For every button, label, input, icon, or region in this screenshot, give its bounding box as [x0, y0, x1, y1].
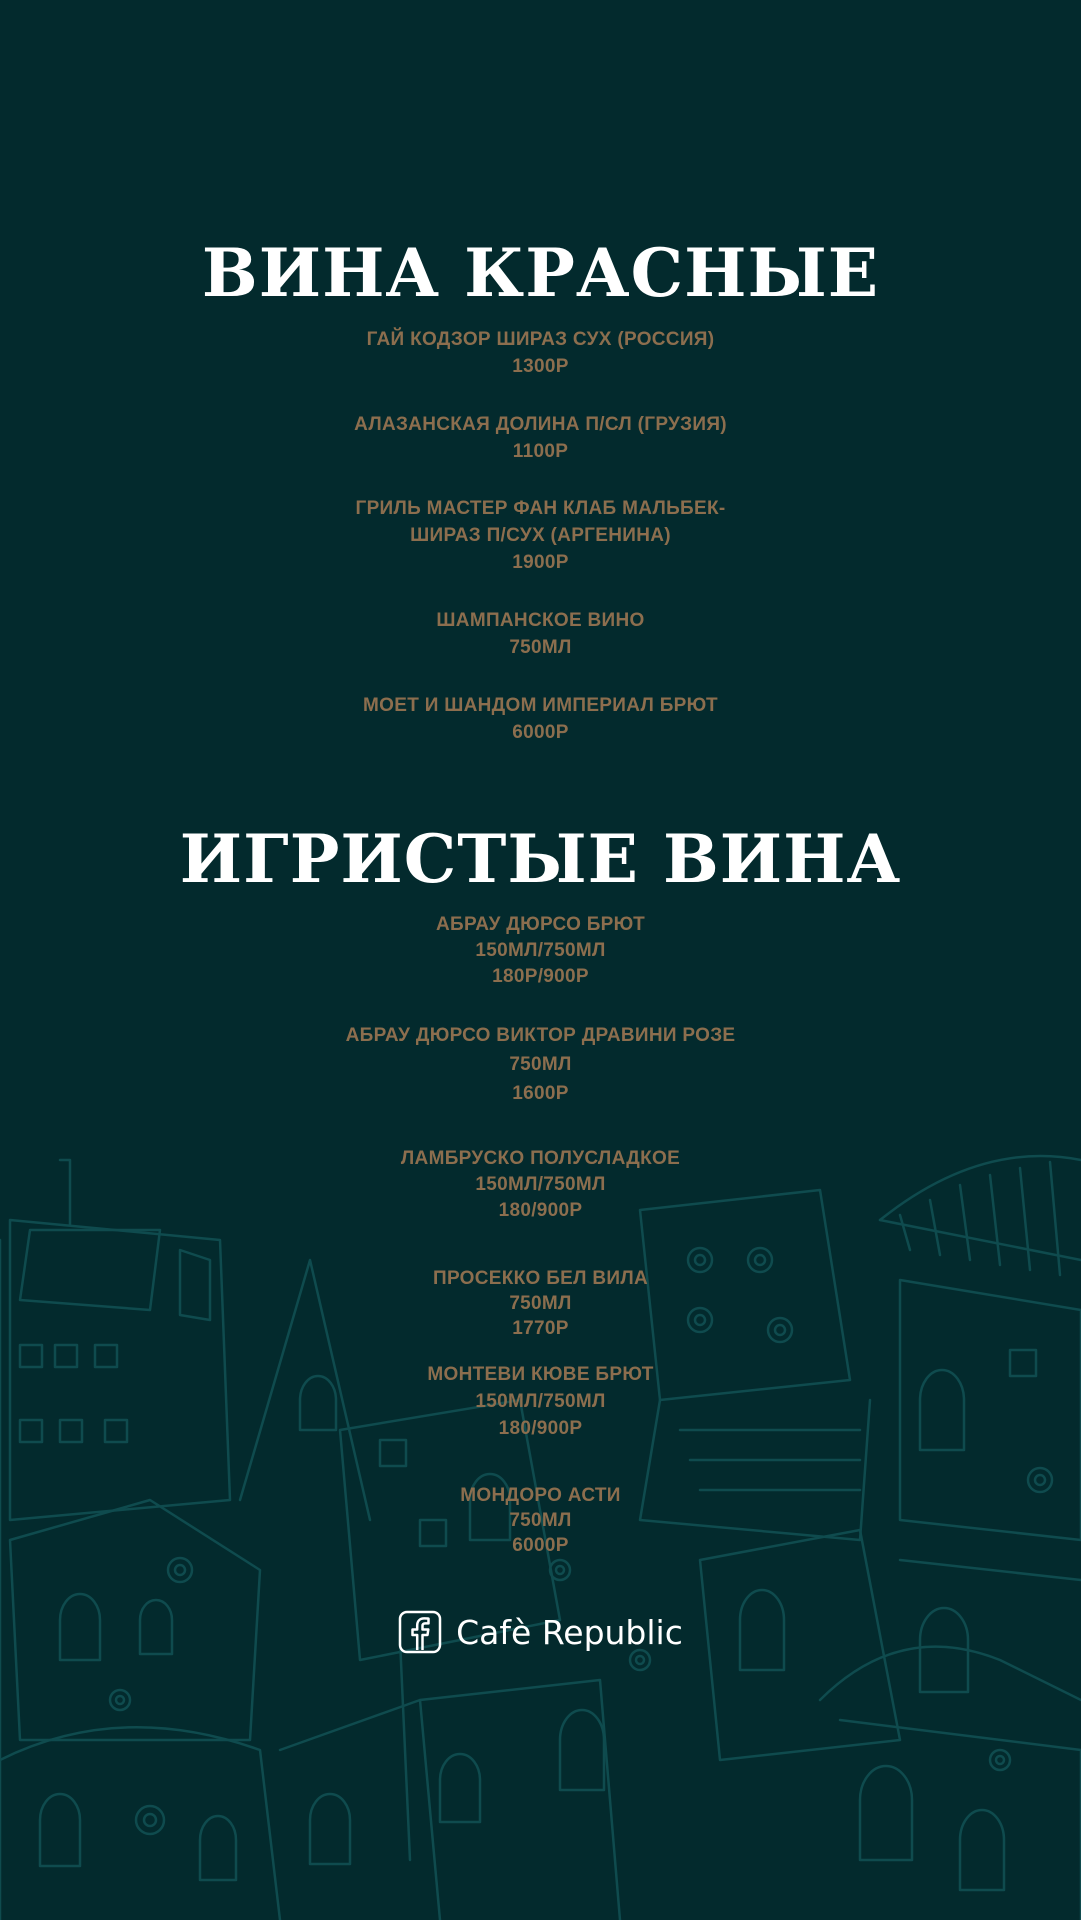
item-name: АБРАУ ДЮРСО ВИКТОР ДРАВИНИ РОЗЕ [345, 1025, 736, 1046]
item-volume: 150МЛ/750МЛ [475, 940, 606, 961]
item-price: 6000Р [512, 1535, 569, 1556]
item-price: 1300Р [512, 356, 569, 377]
item-volume: 750МЛ [509, 1510, 572, 1531]
section-title-sparkling-wines: ИГРИСТЫЕ ВИНА [179, 820, 902, 898]
item-price: 180/900Р [498, 1200, 583, 1221]
item-name: МОНДОРО АСТИ [460, 1485, 621, 1506]
item-volume: 150МЛ/750МЛ [475, 1391, 606, 1412]
menu-item [0, 1266, 1081, 1341]
menu-item [0, 607, 1081, 661]
menu-item [0, 1483, 1081, 1558]
brand-footer[interactable] [0, 1610, 1081, 1654]
item-name: ШАМПАНСКОЕ ВИНО [436, 610, 645, 631]
item-price: 1100Р [512, 441, 569, 462]
item-name: МОЕТ И ШАНДОМ ИМПЕРИАЛ БРЮТ [363, 695, 718, 716]
item-volume: 150МЛ/750МЛ [475, 1174, 606, 1195]
item-name: ГАЙ КОДЗОР ШИРАЗ СУХ (РОССИЯ) [366, 329, 715, 350]
item-name: АЛАЗАНСКАЯ ДОЛИНА П/СЛ (ГРУЗИЯ) [354, 414, 727, 435]
item-price: 180/900Р [498, 1418, 583, 1439]
menu-item [0, 495, 1081, 576]
item-name: ГРИЛЬ МАСТЕР ФАН КЛАБ МАЛЬБЕК- [355, 498, 726, 519]
menu-item [0, 1021, 1081, 1108]
menu-item [0, 692, 1081, 746]
item-volume: 750МЛ [509, 637, 572, 658]
menu-item [0, 1361, 1081, 1442]
item-name: АБРАУ ДЮРСО БРЮТ [436, 914, 645, 935]
menu-item [0, 326, 1081, 380]
item-name: ПРОСЕККО БЕЛ ВИЛА [433, 1268, 648, 1289]
item-price: 1900Р [512, 552, 569, 573]
item-name: ЛАМБРУСКО ПОЛУСЛАДКОЕ [400, 1148, 681, 1169]
section-title-red-wines: ВИНА КРАСНЫЕ [201, 234, 880, 312]
item-price: 6000Р [512, 722, 569, 743]
item-name: МОНТЕВИ КЮВЕ БРЮТ [427, 1364, 654, 1385]
brand-name: Cafè Republic [456, 1612, 683, 1652]
menu-item [0, 1146, 1081, 1224]
item-price: 1770Р [512, 1318, 569, 1339]
item-price: 180Р/900Р [492, 966, 589, 987]
item-volume: 750МЛ [509, 1054, 572, 1075]
facebook-icon[interactable] [398, 1610, 442, 1654]
menu-item [0, 411, 1081, 465]
menu-item [0, 912, 1081, 990]
item-volume: 750МЛ [509, 1293, 572, 1314]
item-price: 1600Р [512, 1083, 569, 1104]
item-name: ШИРАЗ П/СУХ (АРГЕНИНА) [410, 525, 671, 546]
